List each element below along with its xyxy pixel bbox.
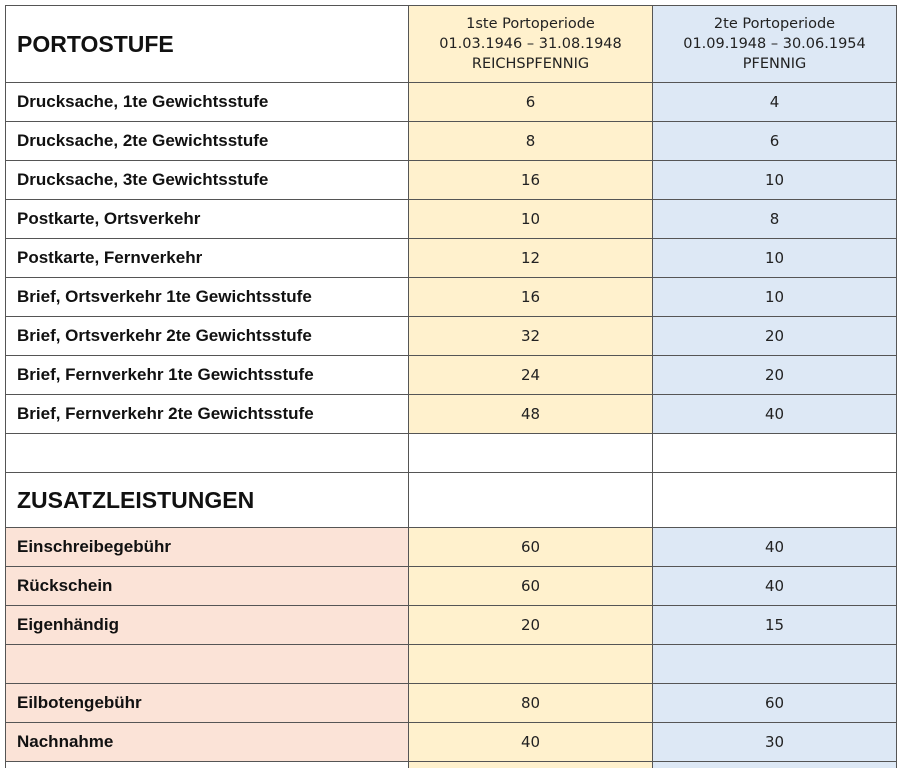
period2-value: 30 [653, 723, 897, 762]
row-label: Brief, Fernverkehr 1te Gewichtsstufe [6, 356, 409, 395]
table-row [6, 239, 897, 278]
period2-value: 10 [653, 239, 897, 278]
header-row [6, 6, 897, 83]
period1-currency: REICHSPFENNIG [409, 54, 652, 74]
period2-value: 40 [653, 567, 897, 606]
section-empty-cell [653, 473, 897, 528]
period1-value: 60 [409, 567, 653, 606]
period1-dates: 01.03.1946 – 31.08.1948 [409, 34, 652, 54]
period1-value [409, 645, 653, 684]
table-row [6, 723, 897, 762]
row-label: Drucksache, 2te Gewichtsstufe [6, 122, 409, 161]
row-label [6, 645, 409, 684]
period1-value: 24 [409, 356, 653, 395]
period1-value: 80 [409, 684, 653, 723]
row-label: Brief, Ortsverkehr 2te Gewichtsstufe [6, 317, 409, 356]
period1-value: 48 [409, 395, 653, 434]
table-row [6, 395, 897, 434]
table-row [6, 161, 897, 200]
table-row [6, 278, 897, 317]
period1-value: 20 [409, 606, 653, 645]
period2-value: 10 [653, 161, 897, 200]
period1-header [409, 6, 653, 83]
period1-name: 1ste Portoperiode [409, 14, 652, 34]
section-empty-cell [409, 473, 653, 528]
period2-value: 20 [653, 356, 897, 395]
period2-value: 10 [653, 278, 897, 317]
period2-value: 60 [653, 684, 897, 723]
row-label: Eilbotengebühr [6, 684, 409, 723]
portostufe-rows [6, 83, 897, 434]
table-row [6, 356, 897, 395]
period1-value: 8 [409, 122, 653, 161]
porto-table [5, 5, 897, 768]
row-label: Drucksache, 3te Gewichtsstufe [6, 161, 409, 200]
row-label: Nachnahme [6, 723, 409, 762]
table-row [6, 567, 897, 606]
stub-row [6, 762, 897, 768]
row-label: Eigenhändig [6, 606, 409, 645]
row-label: Postkarte, Ortsverkehr [6, 200, 409, 239]
period2-header [653, 6, 897, 83]
period2-value: 15 [653, 606, 897, 645]
table-row [6, 122, 897, 161]
period1-value: 16 [409, 278, 653, 317]
row-label: Einschreibegebühr [6, 528, 409, 567]
period2-value [653, 645, 897, 684]
row-label: Brief, Fernverkehr 2te Gewichtsstufe [6, 395, 409, 434]
spacer-cell [409, 434, 653, 473]
period1-value: 6 [409, 83, 653, 122]
table-row [6, 83, 897, 122]
zusatz-header-row [6, 473, 897, 528]
period1-value: 60 [409, 528, 653, 567]
table-row [6, 317, 897, 356]
spacer-cell [6, 434, 409, 473]
row-label: Postkarte, Fernverkehr [6, 239, 409, 278]
period2-value: 40 [653, 395, 897, 434]
period1-value: 32 [409, 317, 653, 356]
row-label: Drucksache, 1te Gewichtsstufe [6, 83, 409, 122]
table-row [6, 684, 897, 723]
period2-value: 6 [653, 122, 897, 161]
period2-value: 4 [653, 83, 897, 122]
table-title: PORTOSTUFE [6, 6, 409, 83]
table-row [6, 645, 897, 684]
zusatz-rows [6, 528, 897, 762]
table-row [6, 200, 897, 239]
stub-cell [6, 762, 409, 768]
period1-value: 10 [409, 200, 653, 239]
period1-value: 16 [409, 161, 653, 200]
row-label: Brief, Ortsverkehr 1te Gewichtsstufe [6, 278, 409, 317]
stub-cell [653, 762, 897, 768]
spacer-cell [653, 434, 897, 473]
stub-cell [409, 762, 653, 768]
period2-currency: PFENNIG [653, 54, 896, 74]
table-row [6, 606, 897, 645]
section-title: ZUSATZLEISTUNGEN [6, 473, 409, 528]
period1-value: 12 [409, 239, 653, 278]
spacer-row [6, 434, 897, 473]
row-label: Rückschein [6, 567, 409, 606]
period1-value: 40 [409, 723, 653, 762]
period2-dates: 01.09.1948 – 30.06.1954 [653, 34, 896, 54]
period2-value: 40 [653, 528, 897, 567]
period2-name: 2te Portoperiode [653, 14, 896, 34]
period2-value: 8 [653, 200, 897, 239]
table-row [6, 528, 897, 567]
period2-value: 20 [653, 317, 897, 356]
